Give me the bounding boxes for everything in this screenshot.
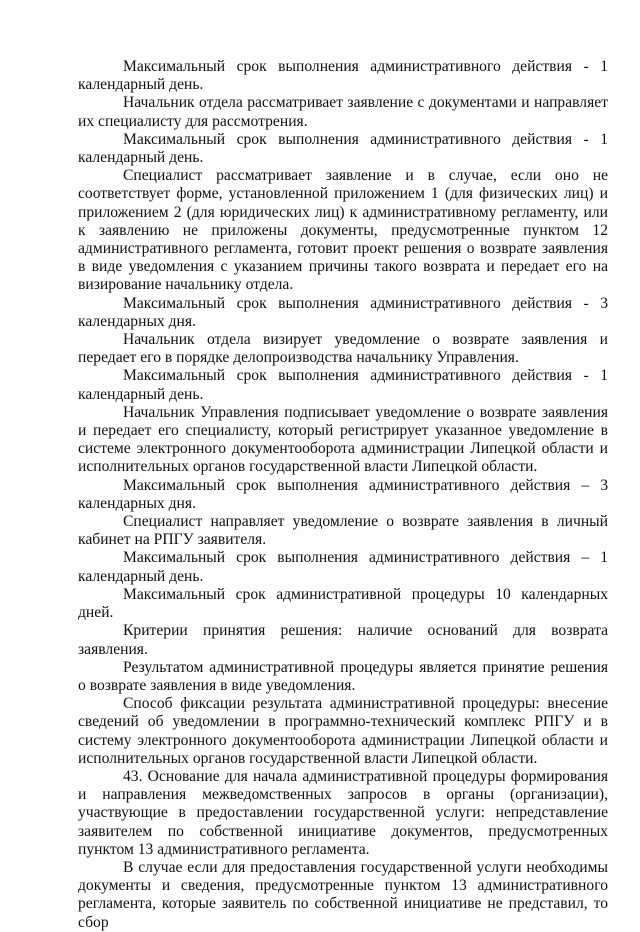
paragraph: Максимальный срок выполнения административного действия - 3 календарных дня. — [78, 294, 608, 330]
paragraph: Максимальный срок выполнения административного действия – 1 календарный день. — [78, 549, 608, 585]
document-body — [78, 58, 608, 932]
paragraph: Критерии принятия решения: наличие оснований для возврата заявления. — [78, 622, 608, 658]
paragraph: Специалист рассматривает заявление и в случае, если оно не соответствует форме, установленной приложением 1 (для физических лиц) и приложением 2 (для юридических лиц) к административному регламенту, или к заявлению не приложены документы, предусмотренные пунктом 12 административного регламента, готовит проект решения о возврате заявления в виде уведомления с указанием причины такого возврата и передает его на визирование начальнику отдела. — [78, 167, 608, 294]
paragraph: Специалист направляет уведомление о возврате заявления в личный кабинет на РПГУ заявителя. — [78, 513, 608, 549]
paragraph: Способ фиксации результата административной процедуры: внесение сведений об уведомлении в программно-технический комплекс РПГУ и в систему электронного документооборота администрации Липецкой области и исполнительных органов государственной власти Липецкой области. — [78, 695, 608, 767]
paragraph: 43. Основание для начала административной процедуры формирования и направления межведомственных запросов в органы (организации), участвующие в предоставлении государственной услуги: непредставление заявителем по собственной инициативе документов, предусмотренных пунктом 13 административного регламента. — [78, 767, 608, 858]
paragraph: Максимальный срок выполнения административного действия - 1 календарный день. — [78, 367, 608, 403]
paragraph: Начальник Управления подписывает уведомление о возврате заявления и передает его специалисту, который регистрирует указанное уведомление в системе электронного документооборота администрации Липецкой области и исполнительных органов государственной власти Липецкой области. — [78, 403, 608, 476]
paragraph: В случае если для предоставления государственной услуги необходимы документы и сведения, предусмотренные пунктом 13 административного регламента, которые заявитель по собственной инициативе не представил, то сбор — [78, 858, 608, 931]
paragraph: Результатом административной процедуры является принятие решения о возврате заявления в виде уведомления. — [78, 658, 608, 694]
paragraph: Начальник отдела визирует уведомление о возврате заявления и передает его в порядке делопроизводства начальнику Управления. — [78, 331, 608, 367]
paragraph: Максимальный срок административной процедуры 10 календарных дней. — [78, 585, 608, 622]
paragraph: Начальник отдела рассматривает заявление с документами и направляет их специалисту для рассмотрения. — [78, 94, 608, 130]
paragraph: Максимальный срок выполнения административного действия - 1 календарный день. — [78, 58, 608, 94]
paragraph: Максимальный срок выполнения административного действия - 1 календарный день. — [78, 130, 608, 167]
paragraph: Максимальный срок выполнения административного действия – 3 календарных дня. — [78, 476, 608, 512]
